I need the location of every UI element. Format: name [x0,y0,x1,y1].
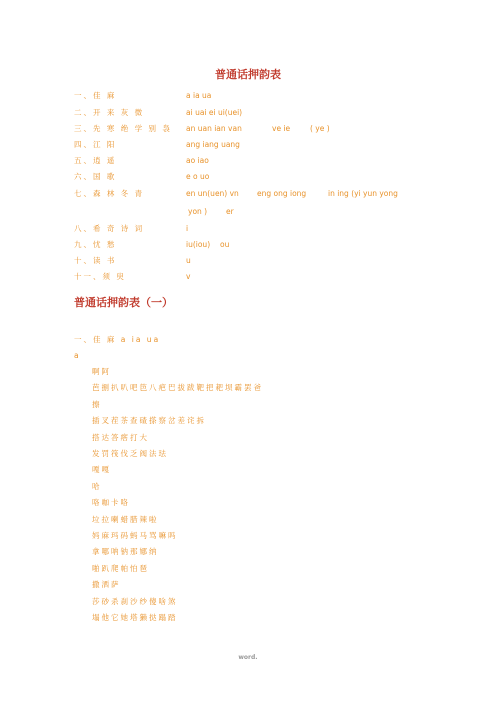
rhyme-group-label: 六、国 歌 [74,172,117,181]
rhyme-pinyin: iu(iou) [186,240,211,249]
rhyme-pinyin: en un(uen) vn [186,189,239,198]
rhyme-pinyin: v [186,272,191,281]
char-group-line: 莎砂杀刹沙纱傻啥煞 [92,596,178,606]
section-heading: 一、佳 麻 a ia ua [74,335,161,344]
rhyme-pinyin-extra: er [226,207,234,216]
rhyme-group-label: 四、江 阳 [74,140,117,149]
rhyme-group-label: 十一、须 臾 [74,272,126,281]
page-title: 普通话押韵表 [215,68,281,81]
char-group-line: 擦 [92,399,102,409]
char-group-line: 塌他它她塔獭挞蹋踏 [92,613,178,622]
char-group-line: 啊阿 [92,367,111,376]
char-group-line: 插叉茬茶查碴搽察岔差诧拆 [92,416,206,426]
char-group-line: 搭达答瘩打大 [92,432,149,442]
char-group-line: 发罚筏伐乏阀法珐 [92,449,168,458]
char-group-line: 咯咖卡咯 [92,498,130,508]
final-label: a [74,351,81,360]
rhyme-pinyin: ai uai ei ui(uei) [186,108,243,117]
char-group-line: 哈 [92,481,102,491]
rhyme-pinyin-extra: ( ye ) [310,124,330,133]
section-title: 普通话押韵表（一） [74,296,173,309]
char-group-line: 垃拉喇蜡腊辣啦 [92,514,159,524]
char-group-line: 嘎嘎 [92,465,111,475]
rhyme-pinyin: ang iang uang [186,140,240,149]
rhyme-pinyin-extra: in ing (yi yun yong [328,189,398,198]
rhyme-pinyin: a ia ua [186,91,212,100]
rhyme-pinyin: e o uo [186,172,210,181]
rhyme-pinyin-extra: eng ong iong [257,189,307,198]
footer: word. [238,654,258,661]
rhyme-group-label: 三、先 寒 绝 学 别 袅 [74,124,172,133]
rhyme-group-label: 十、读 书 [74,256,117,265]
rhyme-pinyin: i [186,224,189,233]
rhyme-group-label: 一、佳 麻 [74,91,117,100]
char-group-line: 拿哪呐钠那娜纳 [92,547,159,557]
rhyme-group-label: 二、开 来 灰 微 [74,108,145,117]
rhyme-group-label: 八、希 奇 诗 词 [74,224,145,233]
char-group-line: 撒洒萨 [92,580,121,590]
rhyme-pinyin: u [186,256,191,265]
char-group-line: 妈麻玛码蚂马骂嘛吗 [92,531,178,540]
char-group-line: 芭捌扒叭吧笆八疤巴拔跋靶把耙坝霸罢爸 [92,383,263,393]
rhyme-group-label: 五、逍 遥 [74,156,117,165]
char-group-line: 啪趴爬帕怕琶 [92,563,149,573]
rhyme-pinyin: ao iao [186,156,209,165]
rhyme-group-label: 九、忧 愁 [74,240,117,249]
rhyme-pinyin-extra: ve ie [272,124,291,133]
rhyme-pinyin: yon ) [188,207,208,216]
rhyme-group-label: 七、森 林 冬 青 [74,189,145,198]
rhyme-pinyin-extra: ou [220,240,230,249]
rhyme-pinyin: an uan ian van [186,124,242,133]
